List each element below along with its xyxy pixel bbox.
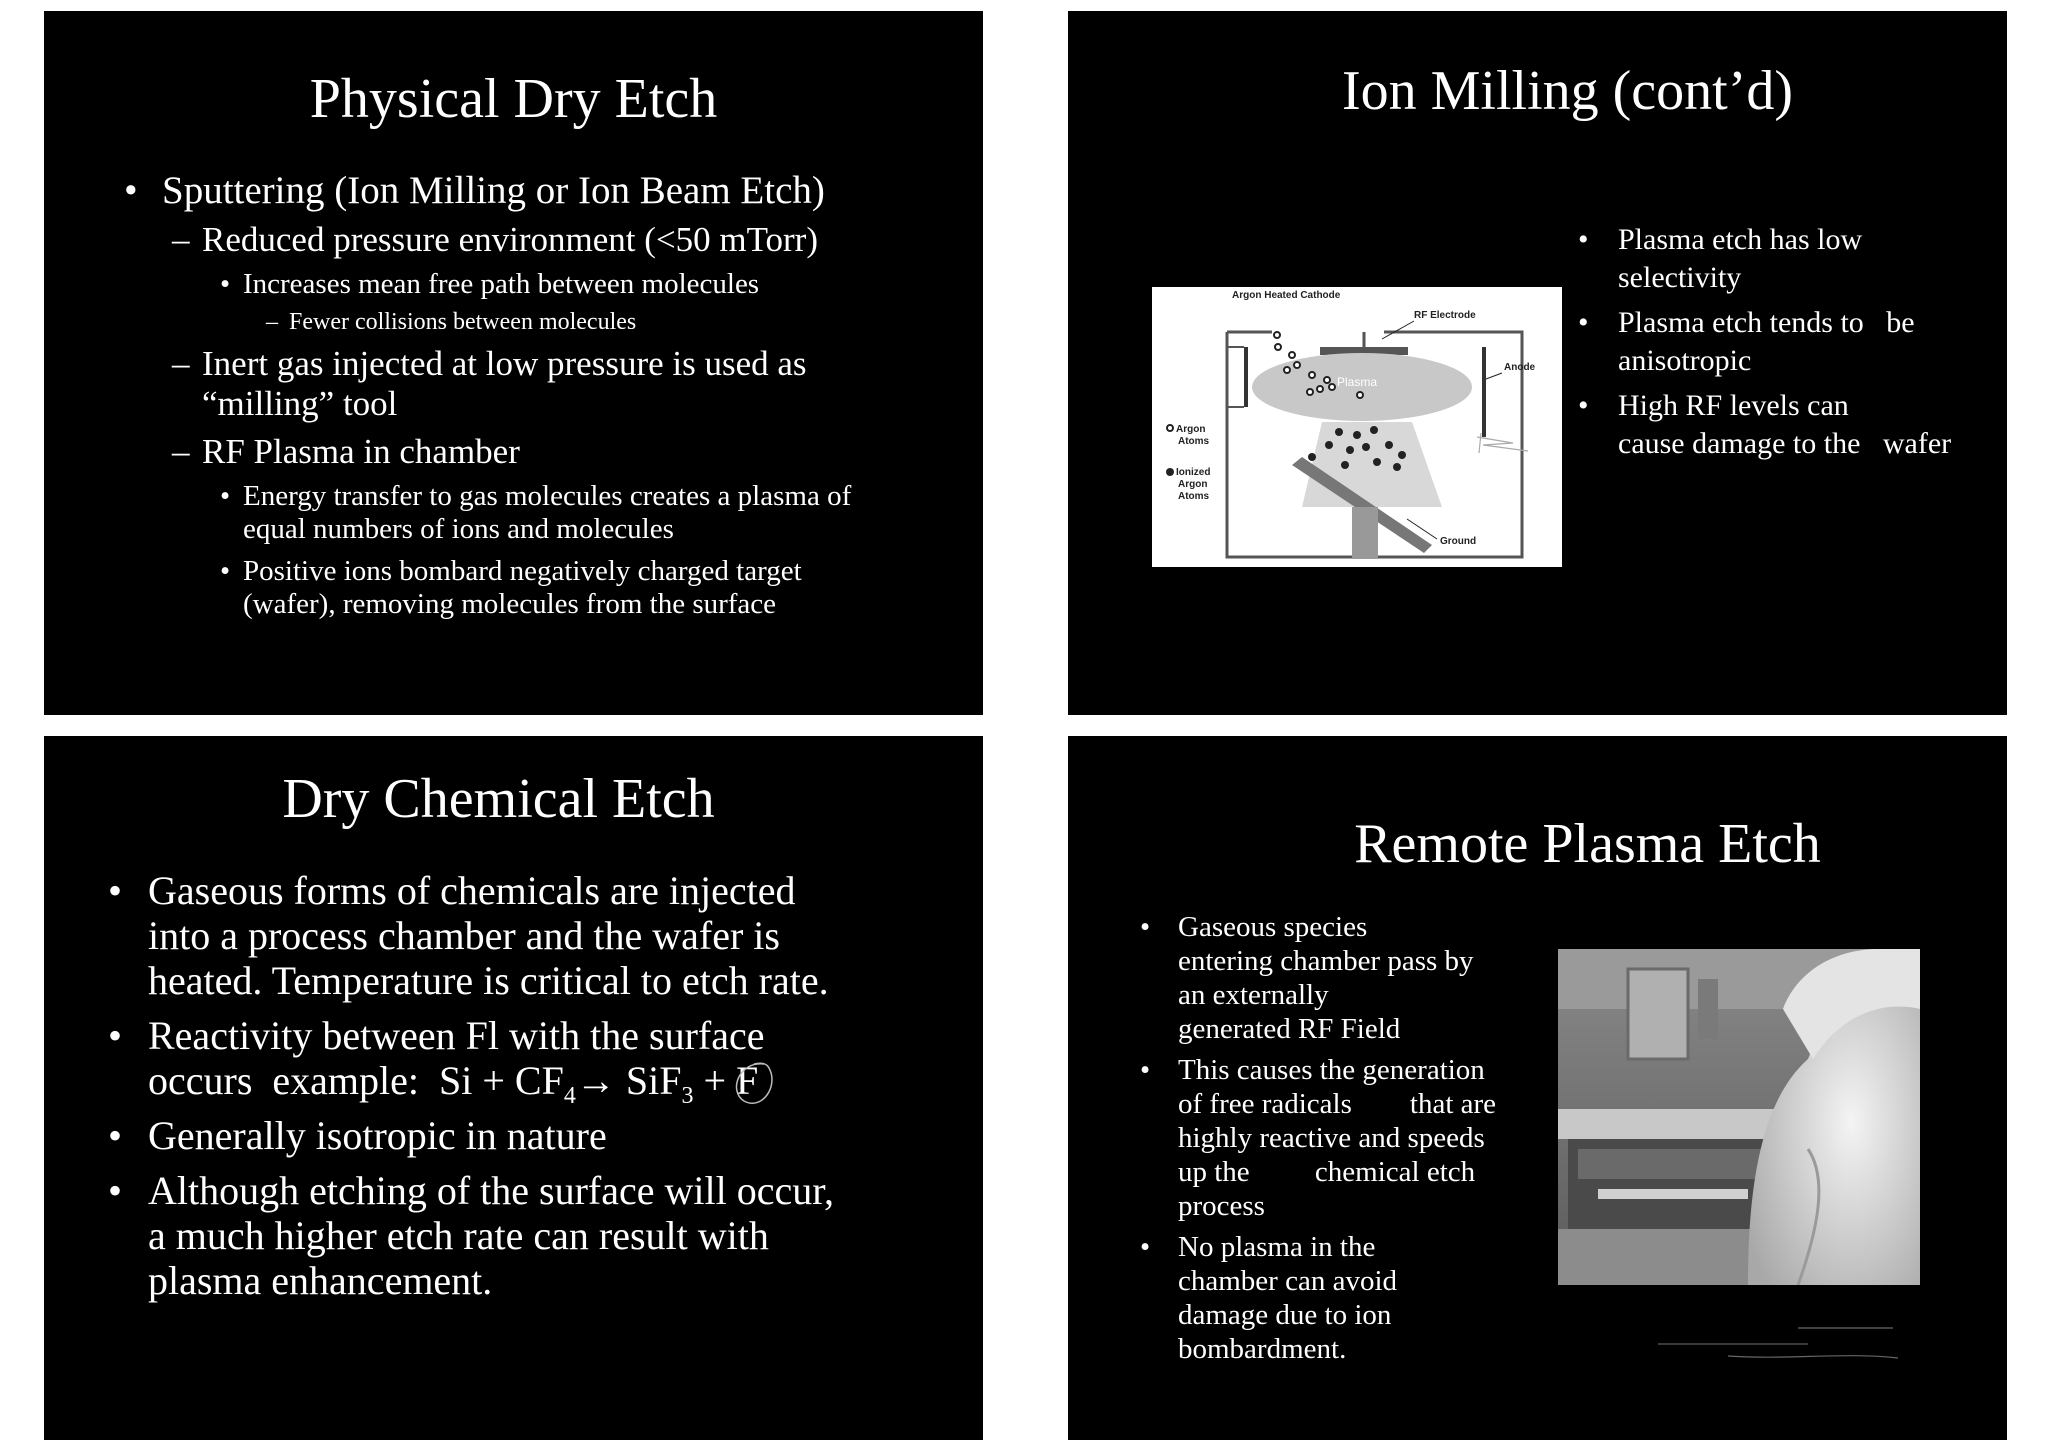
slide-title: Remote Plasma Etch	[1354, 813, 1821, 875]
bullet-marker: •	[1140, 1231, 1151, 1263]
label-argon-2: Atoms	[1178, 436, 1210, 447]
bullet-marker: •	[220, 268, 231, 300]
bullet-text: No plasma in the	[1178, 1231, 1376, 1263]
bullet-text-cont: highly reactive and speeds	[1178, 1122, 1485, 1154]
bullet-marker: •	[1578, 389, 1589, 422]
bullet-marker: •	[1140, 1054, 1151, 1086]
label-electrode: RF Electrode	[1414, 310, 1476, 321]
equation-prefix: occurs example: Si + CF	[148, 1058, 564, 1103]
bullet-text: Positive ions bombard negatively charged target	[243, 555, 802, 587]
bullet-text: High RF levels can	[1618, 389, 1849, 422]
bullet-text: Gaseous species	[1178, 911, 1368, 943]
bullet-text-cont: plasma enhancement.	[148, 1258, 493, 1303]
bullet-text-cont: cause damage to the wafer	[1618, 427, 1952, 460]
bullet-marker: –	[172, 432, 190, 471]
bullet-marker: •	[108, 1013, 123, 1058]
bullet-text-cont: process	[1178, 1190, 1265, 1222]
anode-plate	[1482, 347, 1486, 437]
bullet-marker: •	[1578, 223, 1589, 256]
chamber-diagram-svg	[1152, 287, 1562, 567]
bullet-text: Plasma etch has low	[1618, 223, 1863, 256]
cathode-coil	[1244, 347, 1248, 407]
equation-sub-3: 3	[681, 1083, 694, 1109]
bullet-text: Fewer collisions between molecules	[289, 309, 637, 335]
bullet-text: Reduced pressure environment (<50 mTorr)	[202, 220, 818, 259]
bullet-text-cont: an externally	[1178, 979, 1329, 1011]
bullet-text-cont: of free radicals that are	[1178, 1088, 1497, 1120]
bullet-text-cont: a much higher etch rate can result with	[148, 1213, 769, 1258]
bullet-text: Gaseous forms of chemicals are injected	[148, 868, 796, 913]
label-ionized-3: Atoms	[1178, 491, 1210, 502]
bullet-marker: •	[124, 169, 138, 212]
bullet-marker: •	[108, 1168, 123, 1213]
bullet-marker: –	[266, 309, 278, 335]
bullet-marker: •	[1140, 911, 1151, 943]
bullet-text-cont: (wafer), removing molecules from the surface	[243, 588, 777, 620]
equation-arrow: → SiF	[575, 1058, 682, 1103]
bullet-marker: –	[172, 220, 190, 259]
bullet-text-cont: equal numbers of ions and molecules	[243, 513, 674, 545]
label-plasma: Plasma	[1337, 375, 1378, 389]
bullet-marker: –	[172, 344, 190, 383]
label-ionized-1: Ionized	[1176, 467, 1211, 478]
slide-dry-chemical-etch	[44, 736, 983, 1440]
bullet-text-cont: generated RF Field	[1178, 1013, 1401, 1045]
bullet-text: Increases mean free path between molecules	[243, 268, 760, 300]
bullet-marker: •	[220, 555, 231, 587]
label-ground: Ground	[1440, 536, 1477, 547]
bullet-text: Although etching of the surface will occur,	[148, 1168, 834, 1213]
bullet-marker: •	[220, 480, 231, 512]
bullet-text-cont: into a process chamber and the wafer is	[148, 913, 780, 958]
slide-physical-dry-etch	[44, 11, 983, 715]
cleanroom-photo	[1558, 949, 1920, 1285]
bullet-marker: •	[1578, 306, 1589, 339]
bullet-text-cont: damage due to ion	[1178, 1299, 1392, 1331]
bullet-text-cont: chamber can avoid	[1178, 1265, 1398, 1297]
bullet-text: Plasma etch tends to be	[1618, 306, 1915, 339]
slide-title: Ion Milling (cont’d)	[1341, 60, 1794, 122]
bullet-marker: •	[108, 1113, 123, 1158]
slide-ion-milling	[1068, 11, 2007, 715]
slide-remote-plasma-etch	[1068, 736, 2007, 1440]
bullet-text-cont: bombardment.	[1178, 1333, 1347, 1365]
ion-beam-cone	[1302, 422, 1442, 507]
slide-title: Physical Dry Etch	[309, 68, 718, 130]
pencil-scribble	[1473, 429, 1543, 459]
bullet-text: Sputtering (Ion Milling or Ion Beam Etch)	[162, 169, 825, 212]
pencil-marks	[1648, 1316, 1988, 1376]
label-ionized-2: Argon	[1178, 479, 1208, 490]
bullet-text-cont: up the chemical etch	[1178, 1156, 1476, 1188]
bullet-text-cont: “milling” tool	[202, 384, 398, 423]
label-cathode: Argon Heated Cathode	[1232, 290, 1341, 301]
bullet-text: RF Plasma in chamber	[202, 432, 520, 471]
bullet-text: Inert gas injected at low pressure is used as	[202, 344, 807, 383]
equation-sub-4: 4	[563, 1083, 576, 1109]
bullet-text-cont: entering chamber pass by	[1178, 945, 1474, 977]
pencil-circle	[724, 1056, 784, 1116]
bullet-text-cont: heated. Temperature is critical to etch rate.	[148, 958, 829, 1003]
equation-line	[148, 1058, 758, 1119]
bullet-text: Energy transfer to gas molecules creates a plasma of	[243, 480, 852, 512]
slide-title: Dry Chemical Etch	[282, 768, 715, 830]
bullet-text: This causes the generation	[1178, 1054, 1485, 1086]
label-argon-1: Argon	[1176, 424, 1206, 435]
bullet-marker: •	[108, 868, 123, 913]
bullet-text-cont: anisotropic	[1618, 344, 1752, 377]
label-anode: Anode	[1504, 362, 1536, 373]
equation-suffix: + F	[693, 1058, 759, 1103]
bullet-text-cont: selectivity	[1618, 261, 1742, 294]
bullet-text: Reactivity between Fl with the surface	[148, 1013, 765, 1058]
bullet-text: Generally isotropic in nature	[148, 1113, 607, 1158]
wafer-stage	[1352, 507, 1378, 559]
ion-milling-diagram	[1152, 287, 1562, 567]
